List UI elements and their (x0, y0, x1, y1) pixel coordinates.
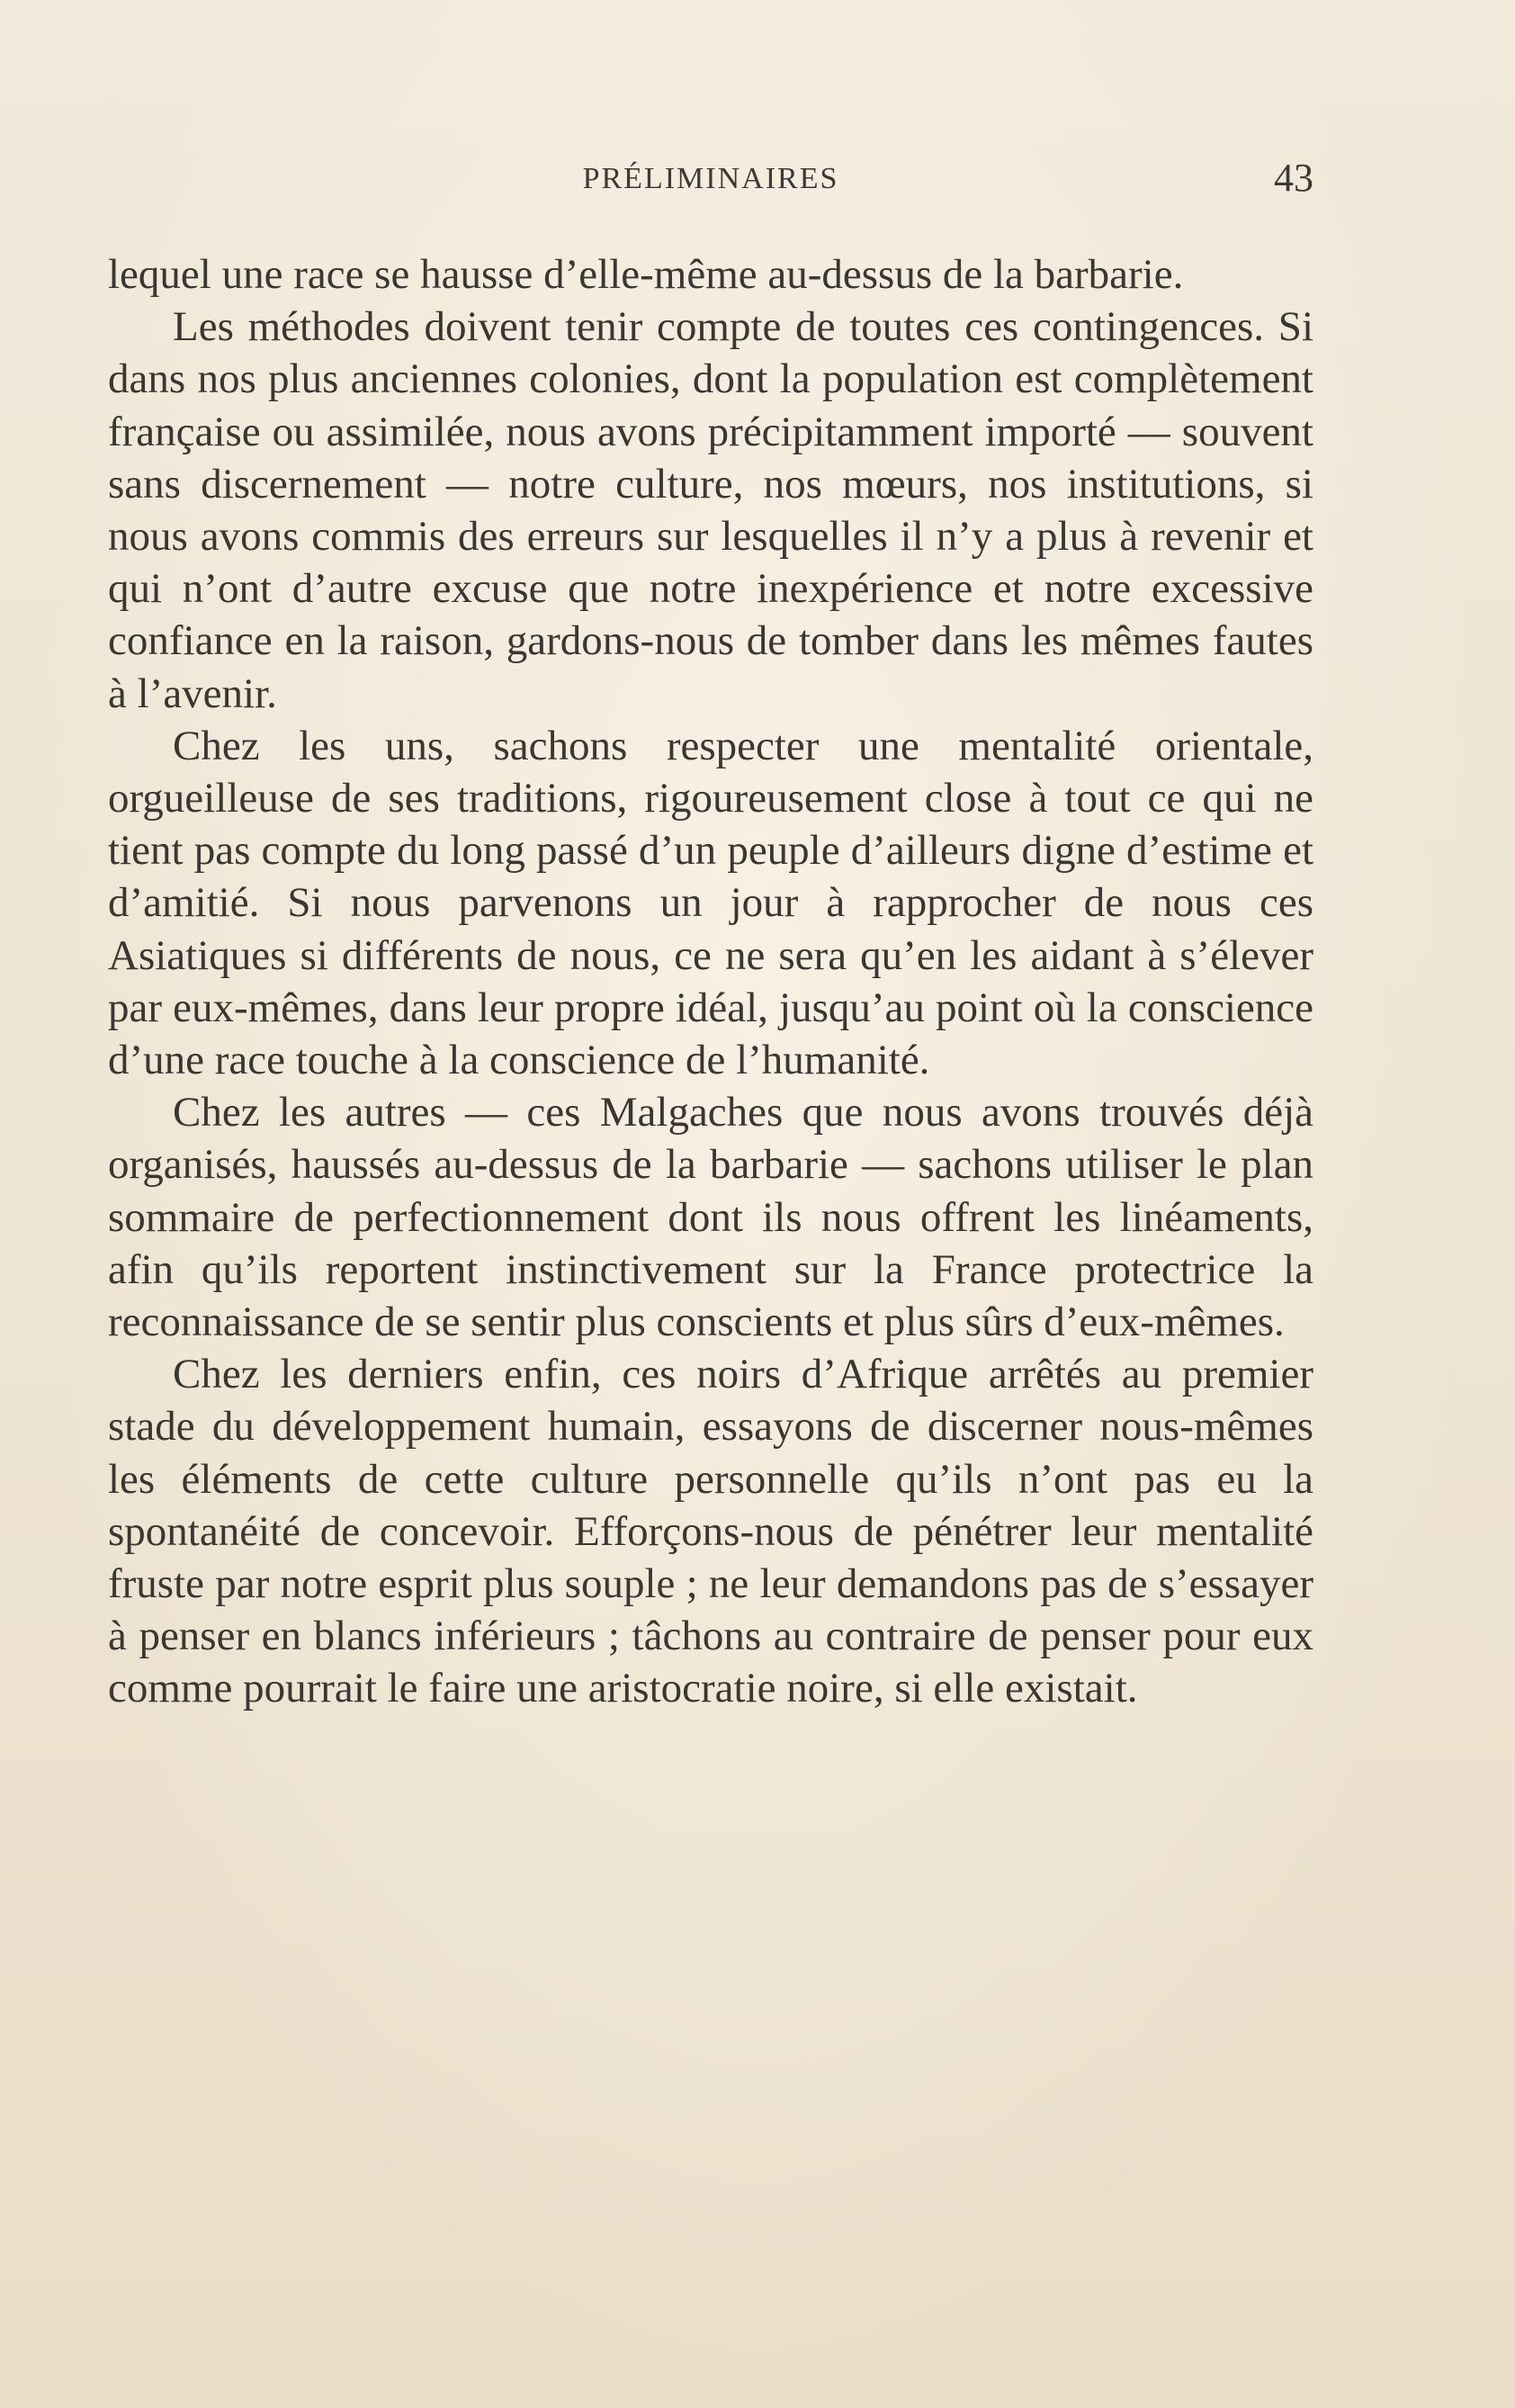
paragraph-asians: Chez les uns, sachons respecter une mentalité orientale, orgueilleuse de ses traditions, rigoureusement close à tout ce qui ne tient pas compte du long passé d’un peuple d’ailleurs digne d’estime et d’amitié. Si nous parvenons un jour à rapprocher de nous ces Asiatiques si différents de nous, ce ne sera qu’en les aidant à s’élever par eux-mêmes, dans leur propre idéal, jusqu’au point où la conscience d’une race touche à la conscience de l’humanité. (108, 722, 1313, 1084)
paragraph-africans: Chez les derniers enfin, ces noirs d’Afrique arrêtés au premier stade du développement humain, essayons de discerner nous-mêmes les éléments de cette culture personnelle qu’ils n’ont pas eu la spontanéité de concevoir. Efforçons-nous de pénétrer leur mentalité fruste par notre esprit plus souple ; ne leur demandons pas de s’essayer à penser en blancs inférieurs ; tâchons au contraire de penser pour eux comme pourrait le faire une aristocratie noire, si elle existait. (108, 1351, 1313, 1712)
running-title: PRÉLIMINAIRES (582, 162, 839, 195)
paragraph-malagasy: Chez les autres — ces Malgaches que nous avons trouvés déjà organisés, haussés au-dessus de la barbarie — sachons utiliser le plan sommaire de perfectionnement dont ils nous offrent les linéaments, afin qu’ils reportent instinctivement sur la France protectrice la reconnaissance de se sentir plus conscients et plus sûrs d’eux-mêmes. (108, 1089, 1313, 1346)
page-number: 43 (1274, 156, 1313, 200)
paragraph-methods: Les méthodes doivent tenir compte de toutes ces contingences. Si dans nos plus anciennes colonies, dont la population est complètement française ou assimilée, nous avons précipitamment importé — souvent sans discernement — notre culture, nos mœurs, nos institutions, si nous avons commis des erreurs sur lesquelles il n’y a plus à revenir et qui n’ont d’autre excuse que notre inexpérience et notre excessive confiance en la raison, gardons-nous de tomber dans les mêmes fautes à l’avenir. (108, 303, 1313, 717)
running-head (108, 155, 1313, 209)
paragraph-continuation: lequel une race se hausse d’elle-même au-dessus de la barbarie. (108, 251, 1184, 298)
body-text (108, 248, 1313, 1715)
